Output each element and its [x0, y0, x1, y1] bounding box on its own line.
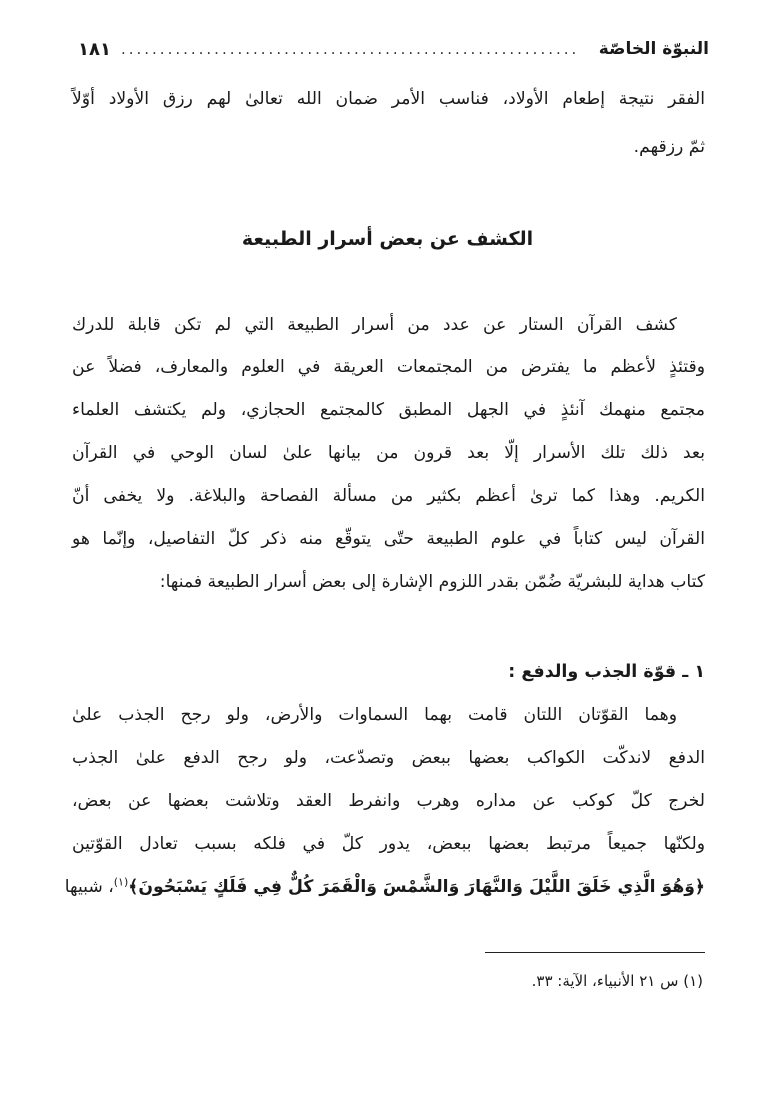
paragraph-line: الكريم. وهذا كما ترىٰ أعظم بكثير من مسألة الفصاحة والبلاغة. ولا يخفى أنّ [72, 486, 705, 506]
quran-verse: ﴿وَهُوَ الَّذِي خَلَقَ اللَّيْلَ وَالنَّهَارَ وَالشَّمْسَ وَالْقَمَرَ كُلٌّ فِي فَلَكٍ يَسْبَحُونَ﴾ [128, 877, 705, 897]
paragraph-line: وقتئذٍ لأعظم ما يفترض من المجتمعات العريقة في العلوم والمعارف، فضلاً عن [72, 357, 705, 377]
page-number: ١٨١ [78, 38, 111, 60]
running-header [78, 34, 709, 64]
chapter-title: النبوّة الخاصّة [598, 39, 709, 59]
verse-continuation: ، شبيها [64, 877, 114, 897]
subsection-line: ولكنّها جميعاً مرتبط بعضها ببعض، يدور كلّ في فلكه بسبب تعادل القوّتين [72, 834, 705, 854]
intro-line-1: الفقر نتيجة إطعام الأولاد، فناسب الأمر ضمان الله تعالىٰ لهم رزق الأولاد أوّلاً [72, 89, 705, 109]
intro-line-2: ثمّ رزقهم. [633, 137, 705, 157]
quran-verse-line [64, 870, 705, 904]
subsection-line: الدفع لاندكّت الكواكب بعضها ببعض وتصدّعت، ولو رجح الدفع علىٰ الجذب [72, 748, 705, 768]
subsection-line: لخرج كلّ كوكب عن مداره وهرب وانفرط العقد وتلاشت بعضها عن بعض، [72, 791, 705, 811]
footnote-reference[interactable]: (١) [113, 875, 129, 889]
footnote-divider [485, 952, 705, 953]
paragraph-line: بعد ذلك تلك الأسرار إلّا بعد قرون من بيانها علىٰ لسان الوحي في القرآن [72, 443, 705, 463]
footnote: (١) س ٢١ الأنبياء، الآية: ٣٣. [531, 972, 703, 990]
paragraph-line: كتاب هداية للبشريّة ضُمّن بقدر اللزوم الإشارة إلى بعض أسرار الطبيعة فمنها: [159, 572, 705, 592]
paragraph-line: القرآن ليس كتاباً في علوم الطبيعة حتّى يتوقّع منه ذكر كلّ التفاصيل، وإنّما هو [72, 529, 705, 549]
paragraph-line: مجتمع منهمك آنئذٍ في الجهل المطبق كالمجتمع الحجازي، ولم يكتشف العلماء [72, 400, 705, 420]
section-heading: الكشف عن بعض أسرار الطبيعة [241, 228, 534, 250]
subsection-heading: ١ ـ قوّة الجذب والدفع : [508, 662, 705, 682]
paragraph-line: كشف القرآن الستار عن عدد من أسرار الطبيعة التي لم تكن قابلة للدرك [72, 315, 677, 335]
subsection-line: وهما القوّتان اللتان قامت بهما السماوات والأرض، ولو رجح الجذب علىٰ [72, 705, 677, 725]
leader-dots: ........................................................... [120, 40, 580, 58]
